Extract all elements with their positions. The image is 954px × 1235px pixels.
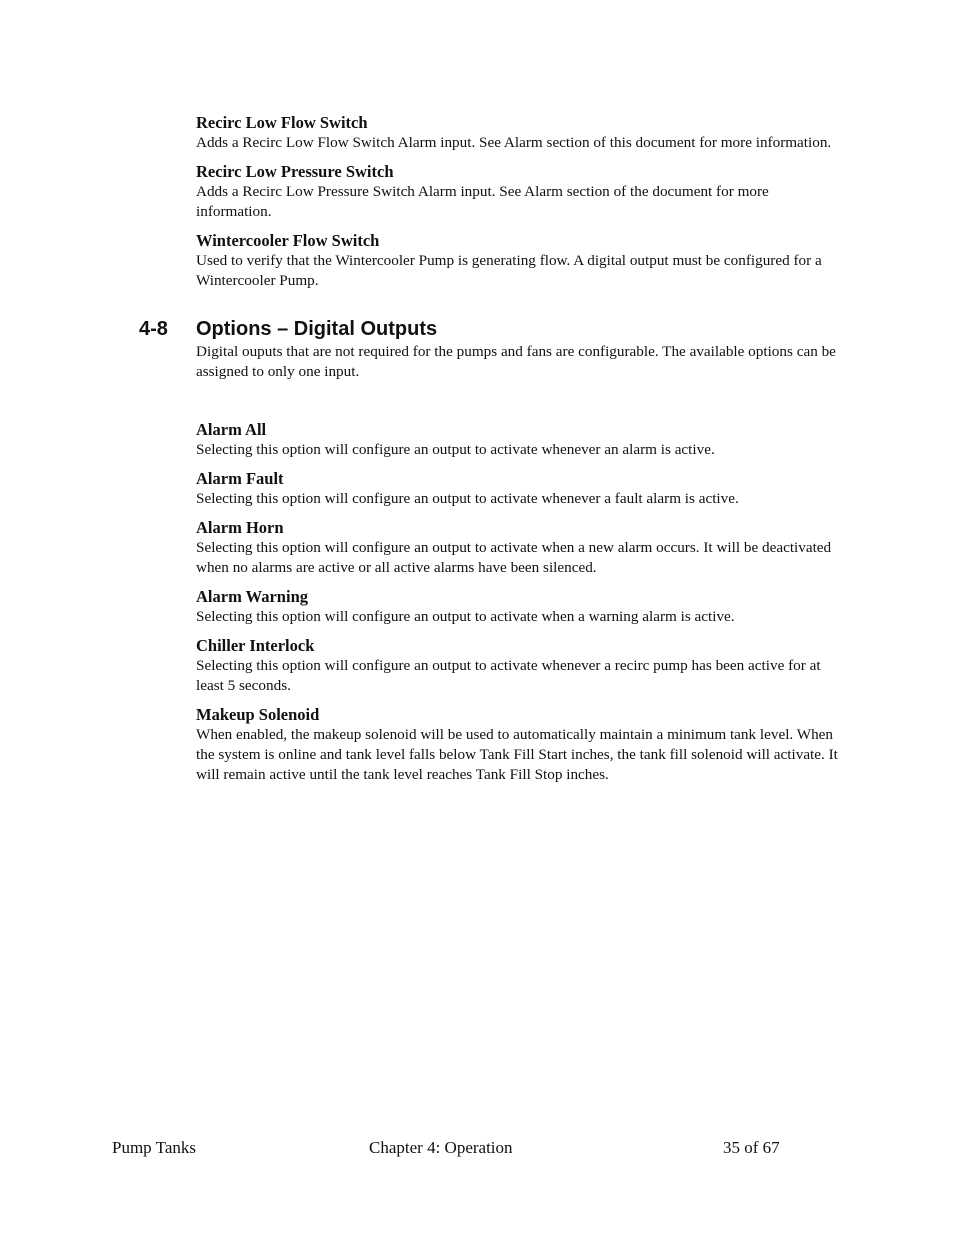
option-text: When enabled, the makeup solenoid will be used to automatically maintain a minimum tank level. When the system is online and tank level falls below Tank Fill Start inches, the tank fill solenoid will activate. It will remain active until the tank level reaches Tank Fill Stop inches. (196, 726, 838, 783)
option-text: Selecting this option will configure an output to activate when a new alarm occurs. It will be deactivated when no alarms are active or all active alarms have been silenced. (196, 539, 832, 576)
option-text: Selecting this option will configure an output to activate whenever a fault alarm is active. (196, 490, 739, 507)
option-alarm-all (196, 420, 846, 460)
footer-chapter: Chapter 4: Operation (369, 1138, 513, 1157)
option-text: Used to verify that the Wintercooler Pump is generating flow. A digital output must be configured for a Wintercooler Pump. (196, 252, 822, 289)
option-title: Recirc Low Pressure Switch (196, 162, 394, 181)
option-makeup-solenoid (196, 705, 846, 785)
option-title: Wintercooler Flow Switch (196, 231, 380, 250)
section-description: Digital ouputs that are not required for the pumps and fans are configurable. The available options can be assigned to only one input. (196, 343, 836, 380)
section-number: 4-8 (139, 318, 168, 340)
option-text: Adds a Recirc Low Flow Switch Alarm input. See Alarm section of this document for more information. (196, 134, 832, 151)
option-alarm-fault (196, 469, 846, 509)
option-title: Recirc Low Flow Switch (196, 113, 368, 132)
option-alarm-warning (196, 587, 846, 627)
section-title: Options – Digital Outputs (196, 318, 438, 340)
option-chiller-interlock (196, 636, 846, 696)
option-title: Alarm Warning (196, 587, 308, 606)
option-recirc-low-flow-switch (196, 113, 846, 153)
option-title: Makeup Solenoid (196, 705, 320, 724)
option-recirc-low-pressure-switch (196, 162, 846, 222)
option-wintercooler-flow-switch (196, 231, 846, 291)
document-body (139, 113, 846, 794)
option-title: Alarm All (196, 420, 267, 439)
section-digital-outputs (139, 316, 846, 382)
footer-document-title: Pump Tanks (112, 1138, 196, 1157)
option-alarm-horn (196, 518, 846, 578)
option-title: Alarm Horn (196, 518, 284, 537)
option-text: Selecting this option will configure an output to activate when a warning alarm is active. (196, 608, 735, 625)
option-title: Alarm Fault (196, 469, 284, 488)
option-text: Selecting this option will configure an output to activate whenever a recirc pump has been active for at least 5 seconds. (196, 657, 821, 694)
option-text: Adds a Recirc Low Pressure Switch Alarm input. See Alarm section of the document for more information. (196, 183, 769, 220)
footer-page-number: 35 of 67 (723, 1138, 780, 1157)
option-text: Selecting this option will configure an output to activate whenever an alarm is active. (196, 441, 715, 458)
option-title: Chiller Interlock (196, 636, 315, 655)
